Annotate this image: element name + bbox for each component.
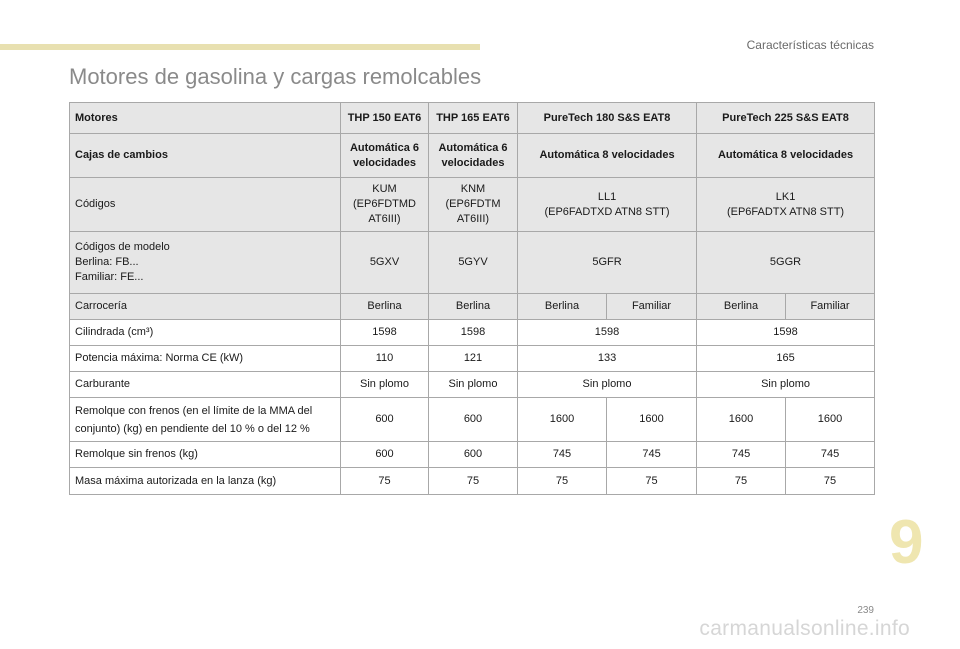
cell-line: (EP6FDTM	[445, 198, 501, 210]
cell-line: (EP6FADTXD ATN8 STT)	[544, 205, 670, 218]
cell: 5GGR	[697, 232, 875, 294]
cell	[429, 178, 518, 232]
cell-line: KUM	[372, 183, 397, 195]
cell: Automática 8 velocidades	[518, 134, 697, 178]
cell: 5GXV	[341, 232, 429, 294]
cell: 133	[518, 346, 697, 372]
row-label: Carburante	[70, 372, 341, 398]
row-remolque-frenos	[70, 398, 875, 442]
cell: 1600	[607, 398, 697, 442]
cell: 110	[341, 346, 429, 372]
cell: Automática 6 velocidades	[341, 134, 429, 178]
cell: 75	[786, 468, 875, 495]
row-label: Motores	[70, 103, 341, 134]
row-label: Remolque con frenos (en el límite de la MMA del conjunto) (kg) en pendiente del 10 % o del 12 %	[70, 398, 341, 442]
cell: 745	[518, 442, 607, 468]
cell: 75	[341, 468, 429, 495]
cell: PureTech 180 S&S EAT8	[518, 103, 697, 134]
cell: Sin plomo	[697, 372, 875, 398]
cell: PureTech 225 S&S EAT8	[697, 103, 875, 134]
label-line: Berlina: FB...	[75, 256, 139, 268]
row-label: Masa máxima autorizada en la lanza (kg)	[70, 468, 341, 495]
row-label	[70, 232, 341, 294]
cell: Berlina	[697, 294, 786, 320]
row-label: Cajas de cambios	[70, 134, 341, 178]
row-potencia	[70, 346, 875, 372]
page-title: Motores de gasolina y cargas remolcables	[69, 64, 482, 89]
cell: Berlina	[429, 294, 518, 320]
cell-line: LL1	[597, 190, 617, 203]
header-accent-bar	[0, 44, 480, 50]
cell: Automática 8 velocidades	[697, 134, 875, 178]
cell: THP 165 EAT6	[429, 103, 518, 134]
cell: Sin plomo	[429, 372, 518, 398]
chapter-number: 9	[889, 508, 924, 577]
cell-line: KNM	[460, 183, 486, 195]
cell: Familiar	[607, 294, 697, 320]
cell	[518, 178, 697, 232]
cell-line: (EP6FDTMD	[353, 198, 416, 210]
row-cilindrada	[70, 320, 875, 346]
cell: 745	[697, 442, 786, 468]
cell: 600	[341, 398, 429, 442]
row-label: Remolque sin frenos (kg)	[70, 442, 341, 468]
row-codigos	[70, 178, 875, 232]
row-label: Cilindrada (cm³)	[70, 320, 341, 346]
cell: 600	[429, 398, 518, 442]
cell: 1598	[697, 320, 875, 346]
cell-line: AT6III)	[456, 213, 490, 225]
row-label: Códigos	[70, 178, 341, 232]
watermark: carmanualsonline.info	[699, 617, 910, 640]
cell: Sin plomo	[341, 372, 429, 398]
cell: 1598	[341, 320, 429, 346]
page-number: 239	[857, 605, 874, 616]
cell: Familiar	[786, 294, 875, 320]
cell: 1600	[697, 398, 786, 442]
cell: 165	[697, 346, 875, 372]
cell: 600	[429, 442, 518, 468]
cell: 745	[786, 442, 875, 468]
cell-line: AT6III)	[368, 213, 401, 225]
cell-line: (EP6FADTX ATN8 STT)	[726, 205, 845, 218]
section-label: Características técnicas	[746, 38, 874, 52]
cell: 600	[341, 442, 429, 468]
cell: 1598	[429, 320, 518, 346]
cell: Automática 6 velocidades	[429, 134, 518, 178]
cell: 1600	[518, 398, 607, 442]
cell: Sin plomo	[518, 372, 697, 398]
cell	[341, 178, 429, 232]
row-cajas	[70, 134, 875, 178]
row-motores	[70, 103, 875, 134]
row-codigos-modelo	[70, 232, 875, 294]
cell-line: LK1	[775, 190, 796, 203]
row-label: Carrocería	[70, 294, 341, 320]
cell: 5GFR	[518, 232, 697, 294]
cell: 75	[518, 468, 607, 495]
row-remolque-sin-frenos	[70, 442, 875, 468]
row-carroceria	[70, 294, 875, 320]
cell: Berlina	[518, 294, 607, 320]
row-label: Potencia máxima: Norma CE (kW)	[70, 346, 341, 372]
cell: 745	[607, 442, 697, 468]
spec-table	[69, 102, 875, 495]
cell: 75	[607, 468, 697, 495]
cell: 1600	[786, 398, 875, 442]
row-masa-lanza	[70, 468, 875, 495]
cell: 1598	[518, 320, 697, 346]
cell: 5GYV	[429, 232, 518, 294]
cell: 121	[429, 346, 518, 372]
label-line: Códigos de modelo	[75, 241, 170, 253]
cell: 75	[697, 468, 786, 495]
cell	[697, 178, 875, 232]
label-line: Familiar: FE...	[75, 271, 144, 283]
cell: THP 150 EAT6	[341, 103, 429, 134]
row-carburante	[70, 372, 875, 398]
cell: 75	[429, 468, 518, 495]
cell: Berlina	[341, 294, 429, 320]
